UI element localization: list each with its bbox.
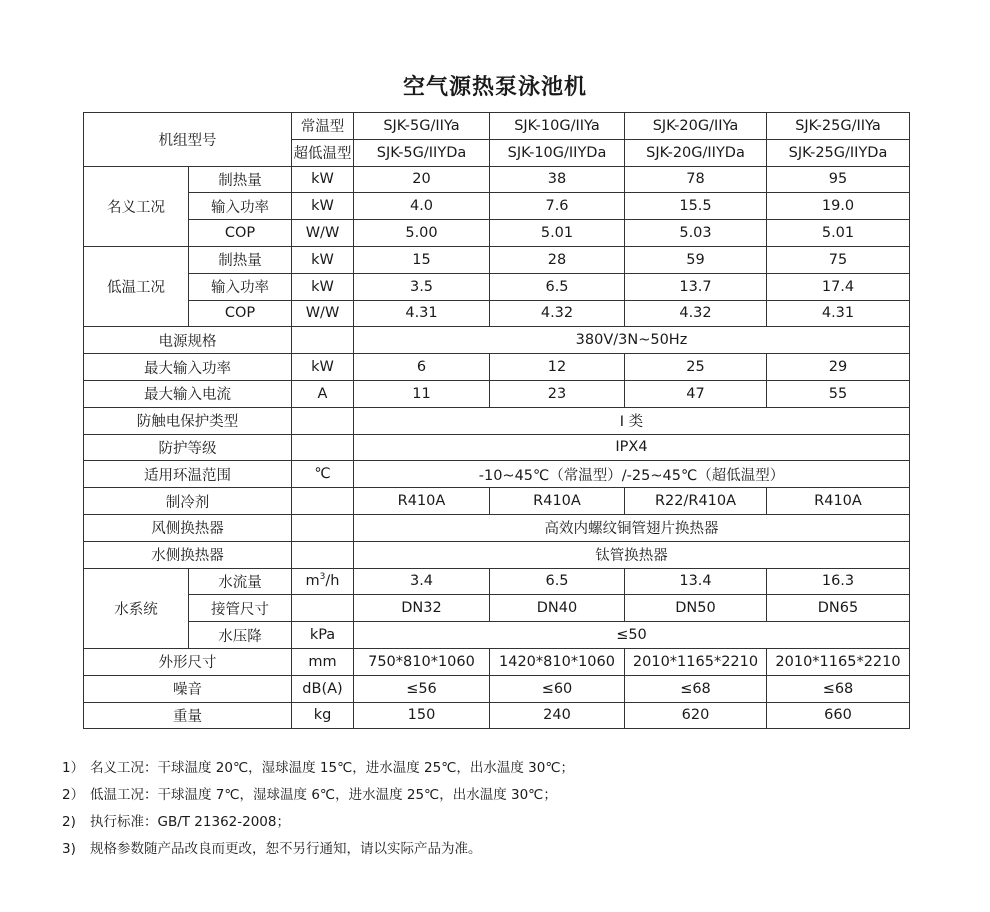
table-row [84,568,910,595]
row-label: 适用环温范围 [84,461,292,488]
footnote-text: 规格参数随产品改良而更改，恕不另行通知，请以实际产品为准。 [90,841,482,857]
merged-value: IPX4 [354,434,910,461]
table-row [84,354,910,381]
model-cell: SJK-20G/IIYa [625,113,767,140]
table-row [84,380,910,407]
lowtemp-label: 低温工况 [84,246,189,326]
unit-cell: dB(A) [292,675,354,702]
value-cell: R410A [767,488,910,515]
value-cell: 1420*810*1060 [490,648,625,675]
model-cell: SJK-20G/IIYDa [625,139,767,166]
value-cell: 23 [490,380,625,407]
row-label: 输入功率 [189,193,292,220]
value-cell: 17.4 [767,273,910,300]
row-label: 最大输入电流 [84,380,292,407]
unit-cell [292,514,354,541]
table-row [84,273,910,300]
footnotes [62,760,574,868]
unit-tail: /h [325,573,340,590]
unit-cell [292,568,354,595]
value-cell: 6.5 [490,568,625,595]
low-type-label: 超低温型 [292,139,354,166]
value-cell: 7.6 [490,193,625,220]
unit-superscript: 3 [319,572,326,583]
value-cell: DN32 [354,595,490,622]
table-row [84,193,910,220]
value-cell: 5.03 [625,220,767,247]
value-cell: 78 [625,166,767,193]
value-cell: DN40 [490,595,625,622]
unit-cell: kW [292,193,354,220]
value-cell: 19.0 [767,193,910,220]
value-cell: ≤60 [490,675,625,702]
row-label: 制冷剂 [84,488,292,515]
row-label: 水侧换热器 [84,541,292,568]
row-label: 噪音 [84,675,292,702]
unit-cell [292,327,354,354]
merged-value: 380V/3N~50Hz [354,327,910,354]
value-cell: 750*810*1060 [354,648,490,675]
model-cell: SJK-5G/IIYDa [354,139,490,166]
value-cell: 4.31 [354,300,490,327]
unit-cell: W/W [292,220,354,247]
value-cell: ≤56 [354,675,490,702]
footnote-number: 3) [62,841,76,857]
value-cell: 4.31 [767,300,910,327]
row-label: 最大输入功率 [84,354,292,381]
table-row [84,541,910,568]
footnote-number: 2) [62,814,76,830]
model-cell: SJK-10G/IIYa [490,113,625,140]
unit-cell: ℃ [292,461,354,488]
model-label: 机组型号 [84,113,292,167]
unit-cell [292,407,354,434]
value-cell: 59 [625,246,767,273]
spec-table [83,112,910,729]
row-label: COP [189,300,292,327]
value-cell: 4.32 [625,300,767,327]
model-cell: SJK-25G/IIYa [767,113,910,140]
footnote-text: 名义工况：干球温度 20℃，湿球温度 15℃，进水温度 25℃，出水温度 30℃； [90,760,575,776]
table-row [84,407,910,434]
unit-cell: kW [292,166,354,193]
value-cell: 5.01 [490,220,625,247]
value-cell: 11 [354,380,490,407]
value-cell: 20 [354,166,490,193]
row-label: 防护等级 [84,434,292,461]
value-cell: 25 [625,354,767,381]
value-cell: 5.01 [767,220,910,247]
row-label: 外形尺寸 [84,648,292,675]
value-cell: 6 [354,354,490,381]
footnote-text: 低温工况：干球温度 7℃，湿球温度 6℃，进水温度 25℃，出水温度 30℃； [90,787,557,803]
nominal-label: 名义工况 [84,166,189,246]
table-row [84,327,910,354]
value-cell: 620 [625,702,767,729]
value-cell: 240 [490,702,625,729]
unit-cell: A [292,380,354,407]
table-row [84,461,910,488]
footnote-number: 2） [62,787,85,803]
value-cell: 95 [767,166,910,193]
merged-value: I 类 [354,407,910,434]
unit-cell [292,541,354,568]
value-cell: 47 [625,380,767,407]
unit-cell [292,488,354,515]
table-row [84,246,910,273]
value-cell: DN50 [625,595,767,622]
normal-type-label: 常温型 [292,113,354,140]
unit-cell [292,434,354,461]
footnote [62,760,574,787]
value-cell: 15 [354,246,490,273]
footnote-text: 执行标准：GB/T 21362-2008； [90,814,290,830]
value-cell: 15.5 [625,193,767,220]
value-cell: ≤68 [767,675,910,702]
unit-cell: mm [292,648,354,675]
footnote [62,814,574,841]
value-cell: R22/R410A [625,488,767,515]
row-label: 水压降 [189,622,292,649]
value-cell: DN65 [767,595,910,622]
table-row [84,702,910,729]
row-label: 接管尺寸 [189,595,292,622]
value-cell: 150 [354,702,490,729]
table-row [84,514,910,541]
value-cell: 2010*1165*2210 [625,648,767,675]
model-cell: SJK-10G/IIYDa [490,139,625,166]
value-cell: R410A [490,488,625,515]
merged-value: 钛管换热器 [354,541,910,568]
value-cell: 3.4 [354,568,490,595]
value-cell: 2010*1165*2210 [767,648,910,675]
row-label: 制热量 [189,166,292,193]
value-cell: 4.32 [490,300,625,327]
value-cell: 12 [490,354,625,381]
footnote [62,787,574,814]
table-row [84,300,910,327]
footnote [62,841,574,868]
row-label: 水流量 [189,568,292,595]
value-cell: 5.00 [354,220,490,247]
value-cell: 3.5 [354,273,490,300]
row-label: 风侧换热器 [84,514,292,541]
row-label: 重量 [84,702,292,729]
value-cell: 16.3 [767,568,910,595]
value-cell: 75 [767,246,910,273]
table-row [84,113,910,140]
value-cell: 29 [767,354,910,381]
value-cell: 6.5 [490,273,625,300]
table-row [84,595,910,622]
page-title: 空气源热泵泳池机 [402,75,587,100]
value-cell: 660 [767,702,910,729]
row-label: 电源规格 [84,327,292,354]
table-row [84,434,910,461]
unit-cell: kW [292,354,354,381]
value-cell: 13.4 [625,568,767,595]
row-label: 制热量 [189,246,292,273]
merged-value: -10~45℃（常温型）/-25~45℃（超低温型） [354,461,910,488]
row-label: 输入功率 [189,273,292,300]
model-cell: SJK-5G/IIYa [354,113,490,140]
unit-base: m [305,573,320,590]
unit-cell [292,595,354,622]
water-system-label: 水系统 [84,568,189,648]
merged-value: 高效内螺纹铜管翅片换热器 [354,514,910,541]
table-row [84,220,910,247]
unit-cell: W/W [292,300,354,327]
value-cell: 4.0 [354,193,490,220]
model-cell: SJK-25G/IIYDa [767,139,910,166]
value-cell: ≤68 [625,675,767,702]
table-row [84,166,910,193]
merged-value: ≤50 [354,622,910,649]
table-row [84,488,910,515]
unit-cell: kPa [292,622,354,649]
footnote-number: 1） [62,760,85,776]
unit-cell: kg [292,702,354,729]
row-label: COP [189,220,292,247]
value-cell: 38 [490,166,625,193]
unit-cell: kW [292,273,354,300]
table-row [84,622,910,649]
row-label: 防触电保护类型 [84,407,292,434]
value-cell: 28 [490,246,625,273]
unit-cell: kW [292,246,354,273]
table-row [84,648,910,675]
value-cell: 55 [767,380,910,407]
table-row [84,675,910,702]
value-cell: R410A [354,488,490,515]
value-cell: 13.7 [625,273,767,300]
